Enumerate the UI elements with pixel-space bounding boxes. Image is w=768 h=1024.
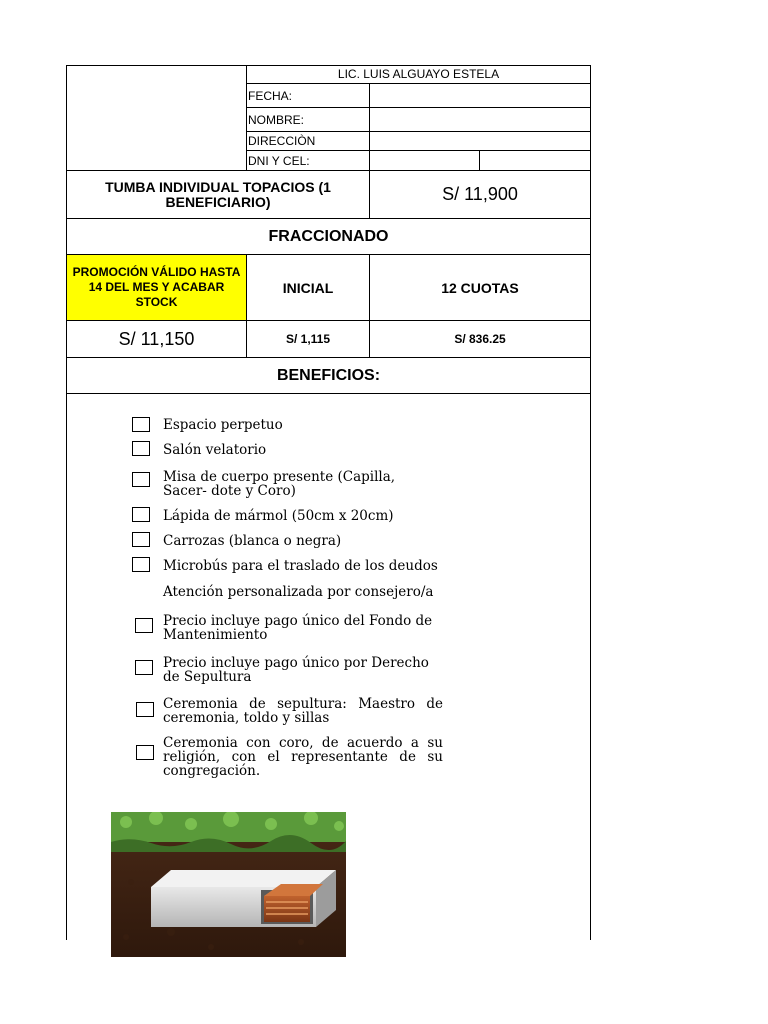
label-fecha: FECHA: (248, 88, 293, 103)
checkbox[interactable] (132, 507, 150, 522)
checkbox[interactable] (136, 702, 154, 717)
cel-field[interactable] (480, 151, 590, 170)
dni-field[interactable] (370, 151, 478, 170)
advisor-name: LIC. LUIS ALGUAYO ESTELA (337, 67, 500, 81)
checkbox[interactable] (132, 441, 150, 456)
direccion-field[interactable] (370, 132, 590, 150)
price-sheet (66, 65, 591, 940)
inicial-value: S/ 1,115 (285, 332, 331, 346)
label-direccion: DIRECCIÒN (248, 134, 316, 148)
fraccionado-heading: FRACCIONADO (268, 227, 389, 245)
product-title: TUMBA INDIVIDUAL TOPACIOS (1 BENEFICIARIO) (105, 178, 331, 210)
checkbox[interactable] (135, 618, 153, 633)
promo-banner: PROMOCIÓN VÁLIDO HASTA 14 DEL MES Y ACABAR STOCK (67, 255, 246, 320)
beneficios-heading: BENEFICIOS: (276, 366, 381, 384)
checkbox[interactable] (132, 472, 150, 487)
checkbox[interactable] (132, 532, 150, 547)
inicial-label: INICIAL (282, 279, 334, 296)
cuota-value: S/ 836.25 (454, 332, 506, 346)
fecha-field[interactable] (370, 84, 590, 107)
label-nombre: NOMBRE: (248, 112, 305, 127)
grave-vault-illustration (111, 812, 346, 957)
frame-left (66, 65, 67, 940)
checkbox[interactable] (132, 557, 150, 572)
product-price: S/ 11,900 (442, 184, 518, 204)
checkbox[interactable] (135, 660, 153, 675)
label-dni-cel: DNI Y CEL: (248, 153, 310, 168)
frame-right (590, 65, 591, 940)
nombre-field[interactable] (370, 108, 590, 131)
promo-price: S/ 11,150 (118, 328, 195, 349)
checkbox[interactable] (136, 745, 154, 760)
cuotas-label: 12 CUOTAS (441, 279, 519, 296)
checkbox[interactable] (132, 417, 150, 432)
